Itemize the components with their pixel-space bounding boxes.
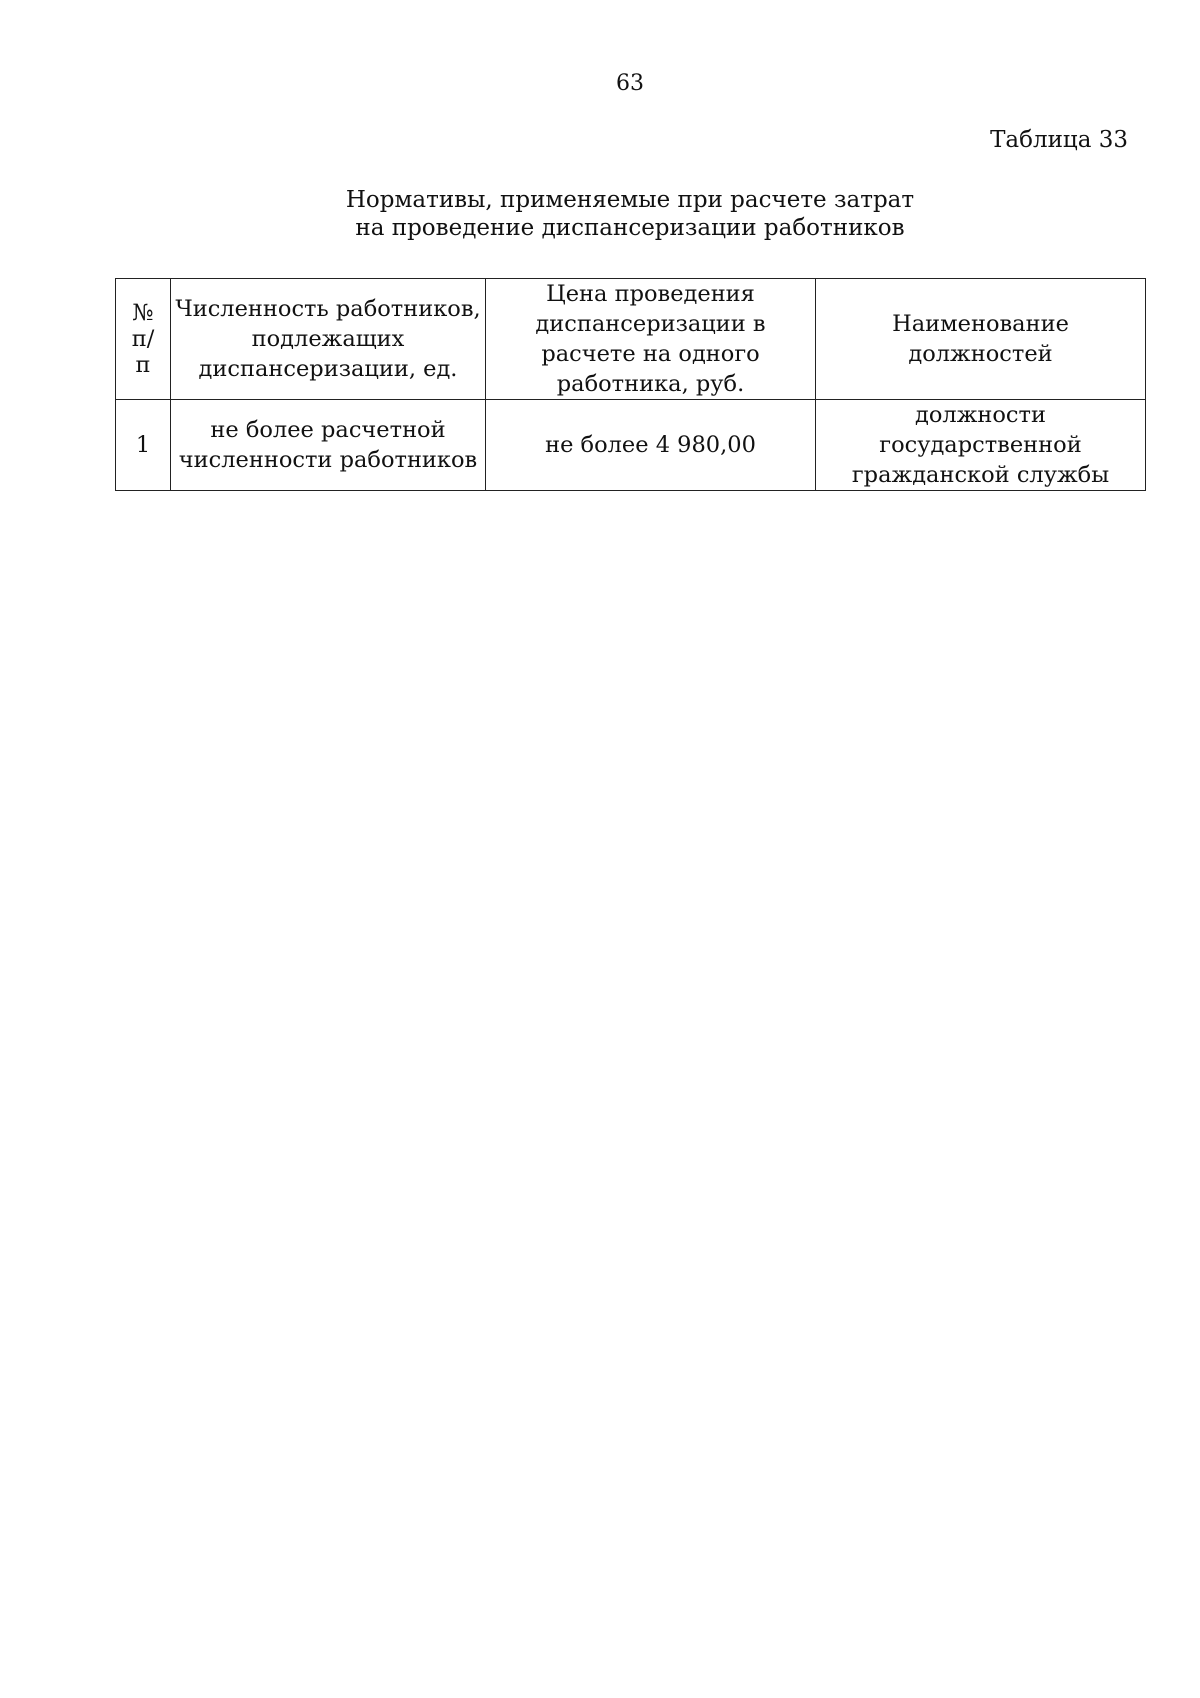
- table-title: [0, 186, 1200, 242]
- table-row: [116, 400, 1146, 491]
- header-price: Цена проведения диспансеризации в расчете на одного работника, руб.: [486, 279, 816, 400]
- header-number-line-2: п/: [131, 326, 155, 352]
- table-title-line-2: на проведение диспансеризации работников: [355, 215, 905, 241]
- cell-number: 1: [116, 400, 171, 491]
- cell-position-name: должности государственной гражданской службы: [816, 400, 1146, 491]
- cell-employee-count: не более расчетной численности работников: [171, 400, 486, 491]
- header-number: [116, 279, 171, 400]
- table-header-row: [116, 279, 1146, 400]
- table-title-line-1: Нормативы, применяемые при расчете затрат: [345, 187, 915, 213]
- header-position-name: Наименование должностей: [816, 279, 1146, 400]
- cell-price: не более 4 980,00: [486, 400, 816, 491]
- header-number-line-1: №: [132, 300, 154, 326]
- header-employee-count: Численность работников, подлежащих диспансеризации, ед.: [171, 279, 486, 400]
- header-number-line-3: п: [135, 352, 151, 378]
- page-number: 63: [616, 71, 644, 96]
- table-label: Таблица 33: [990, 127, 1128, 153]
- norms-table: [115, 278, 1146, 491]
